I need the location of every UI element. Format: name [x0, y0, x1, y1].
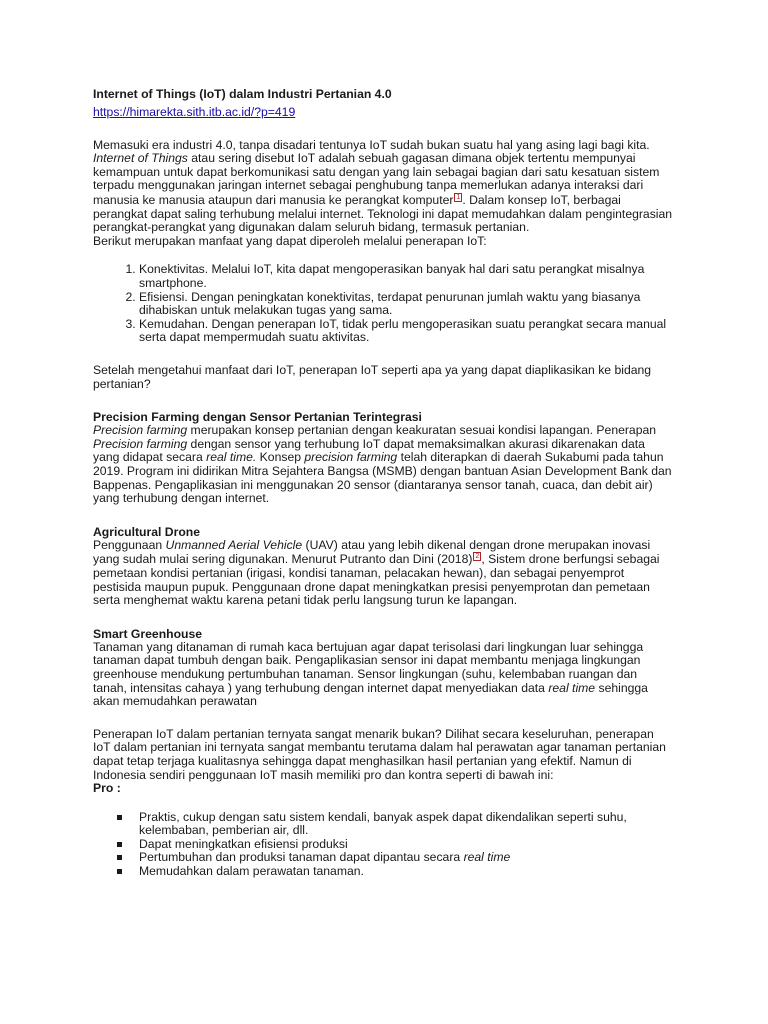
list-item: 3. Kemudahan. Dengan penerapan IoT, tidak perlu mengoperasikan suatu perangkat secara manual serta dapat mempermudah suatu aktivitas. [139, 318, 673, 345]
benefits-list [93, 263, 673, 345]
list-item: Praktis, cukup dengan satu sistem kendali, banyak aspek dapat dikendalikan seperti suhu, kelembaban, pemberian air, dll. [139, 811, 673, 838]
page-title: Internet of Things (IoT) dalam Industri Pertanian 4.0 [93, 87, 392, 101]
intro-paragraph: Memasuki era industri 4.0, tanpa disadari tentunya IoT sudah bukan suatu hal yang asing lagi bagi kita. Internet of Things atau sering disebut IoT adalah sebuah gagasan dimana objek tertentu mempunyai kemampuan untuk dapat berkomunikasi satu dengan yang lain sebagai bagian dari satu kesatuan sistem terpadu menggunakan jaringan internet sebagai penghubung tanpa memerlukan adanya interaksi dari manusia ke manusia ataupun dari manusia ke perangkat komputer 1 . Dalam konsep IoT, berbagai perangkat dapat saling terhubung melalui internet. Teknologi ini dapat memudahkan dalam pengintegrasian perangkat-perangkat yang digunakan dalam seluruh bidang, termasuk pertanian. [93, 137, 673, 235]
section-heading: Smart Greenhouse [93, 626, 203, 641]
greenhouse-paragraph: Tanaman yang ditanaman di rumah kaca bertujuan agar dapat terisolasi dari lingkungan luar sehingga tanaman dapat tumbuh dengan baik. Pengaplikasian sensor ini dapat membantu menjaga lingkungan greenhouse mendukung pertumbuhan tanaman. Sensor lingkungan (suhu, kelembaban ruangan dan tanah, intensitas cahaya ) yang terhubung dengan internet dapat menyediakan data real time sehingga akan memudahkan perawatan [93, 639, 648, 709]
footnote-ref[interactable]: 2 [475, 553, 480, 561]
source-link[interactable]: https://himarekta.sith.itb.ac.id/?p=419 [93, 105, 296, 119]
drone-paragraph: Penggunaan Unmanned Aerial Vehicle (UAV) atau yang lebih dikenal dengan drone merupakan inovasi yang sudah mulai sering digunakan. Menurut Putranto dan Dini (2018) 2 , Sistem drone berfungsi sebagai pemetaan kondisi pertanian (irigasi, kondisi tanaman, pelacakan hewan), dan sebagai penyemprot pestisida maupun pupuk. Penggunaan drone dapat meningkatkan presisi penyemprotan dan pemetaan serta menghemat waktu karena petani tidak perlu langsung turun ke lapangan. [93, 537, 660, 608]
section-heading: Agricultural Drone [93, 524, 200, 539]
precision-paragraph: Precision farming merupakan konsep pertanian dengan keakuratan sesuai kondisi lapangan. Penerapan Precision farming dengan sensor yang terhubung IoT dapat memaksimalkan akurasi dikarenakan data yang didapat secara real time. Konsep precision farming telah diterapkan di daerah Sukabumi pada tahun 2019. Program ini didirikan Mitra Sejahtera Bangsa (MSMB) dengan bantuan Asian Development Bank dan Bappenas. Pengaplikasian ini menggunakan 20 sensor (diantaranya sensor tanah, cuaca, dan debit air) yang terhubung dengan internet. [93, 423, 672, 506]
list-item: Memudahkan dalam perawatan tanaman. [139, 865, 673, 879]
footnote-ref[interactable]: 1 [456, 193, 461, 201]
list-item: 2. Efisiensi. Dengan peningkatan konektivitas, terdapat penurunan jumlah waktu yang biasanya dihabiskan untuk melakukan tugas yang sama. [139, 291, 673, 318]
section-heading: Precision Farming dengan Sensor Pertanian Terintegrasi [93, 410, 422, 425]
list-item: Dapat meningkatkan efisiensi produksi [139, 838, 673, 852]
benefits-intro: Berikut merupakan manfaat yang dapat diperoleh melalui penerapan IoT: [93, 233, 487, 248]
document-body [93, 87, 673, 879]
list-item: Pertumbuhan dan produksi tanaman dapat dipantau secara real time [139, 851, 673, 865]
summary-paragraph: Penerapan IoT dalam pertanian ternyata sangat menarik bukan? Dilihat secara keseluruhan, penerapan IoT dalam pertanian ini ternyata sangat membantu terutama dalam hal perawatan agar tanaman pertanian dapat tetap terjaga kualitasnya sehingga dapat menghasilkan hasil pertanian yang efektif. Namun di Indonesia sendiri penggunaan IoT masih memiliki pro dan kontra seperti di bawah ini: [93, 726, 666, 782]
pros-list [93, 811, 673, 879]
list-item: 1. Konektivitas. Melalui IoT, kita dapat mengoperasikan banyak hal dari satu perangkat misalnya smartphone. [139, 263, 673, 290]
question-paragraph: Setelah mengetahui manfaat dari IoT, penerapan IoT seperti apa ya yang dapat diaplikasikan ke bidang pertanian? [93, 362, 652, 391]
pro-label: Pro : [93, 781, 121, 796]
